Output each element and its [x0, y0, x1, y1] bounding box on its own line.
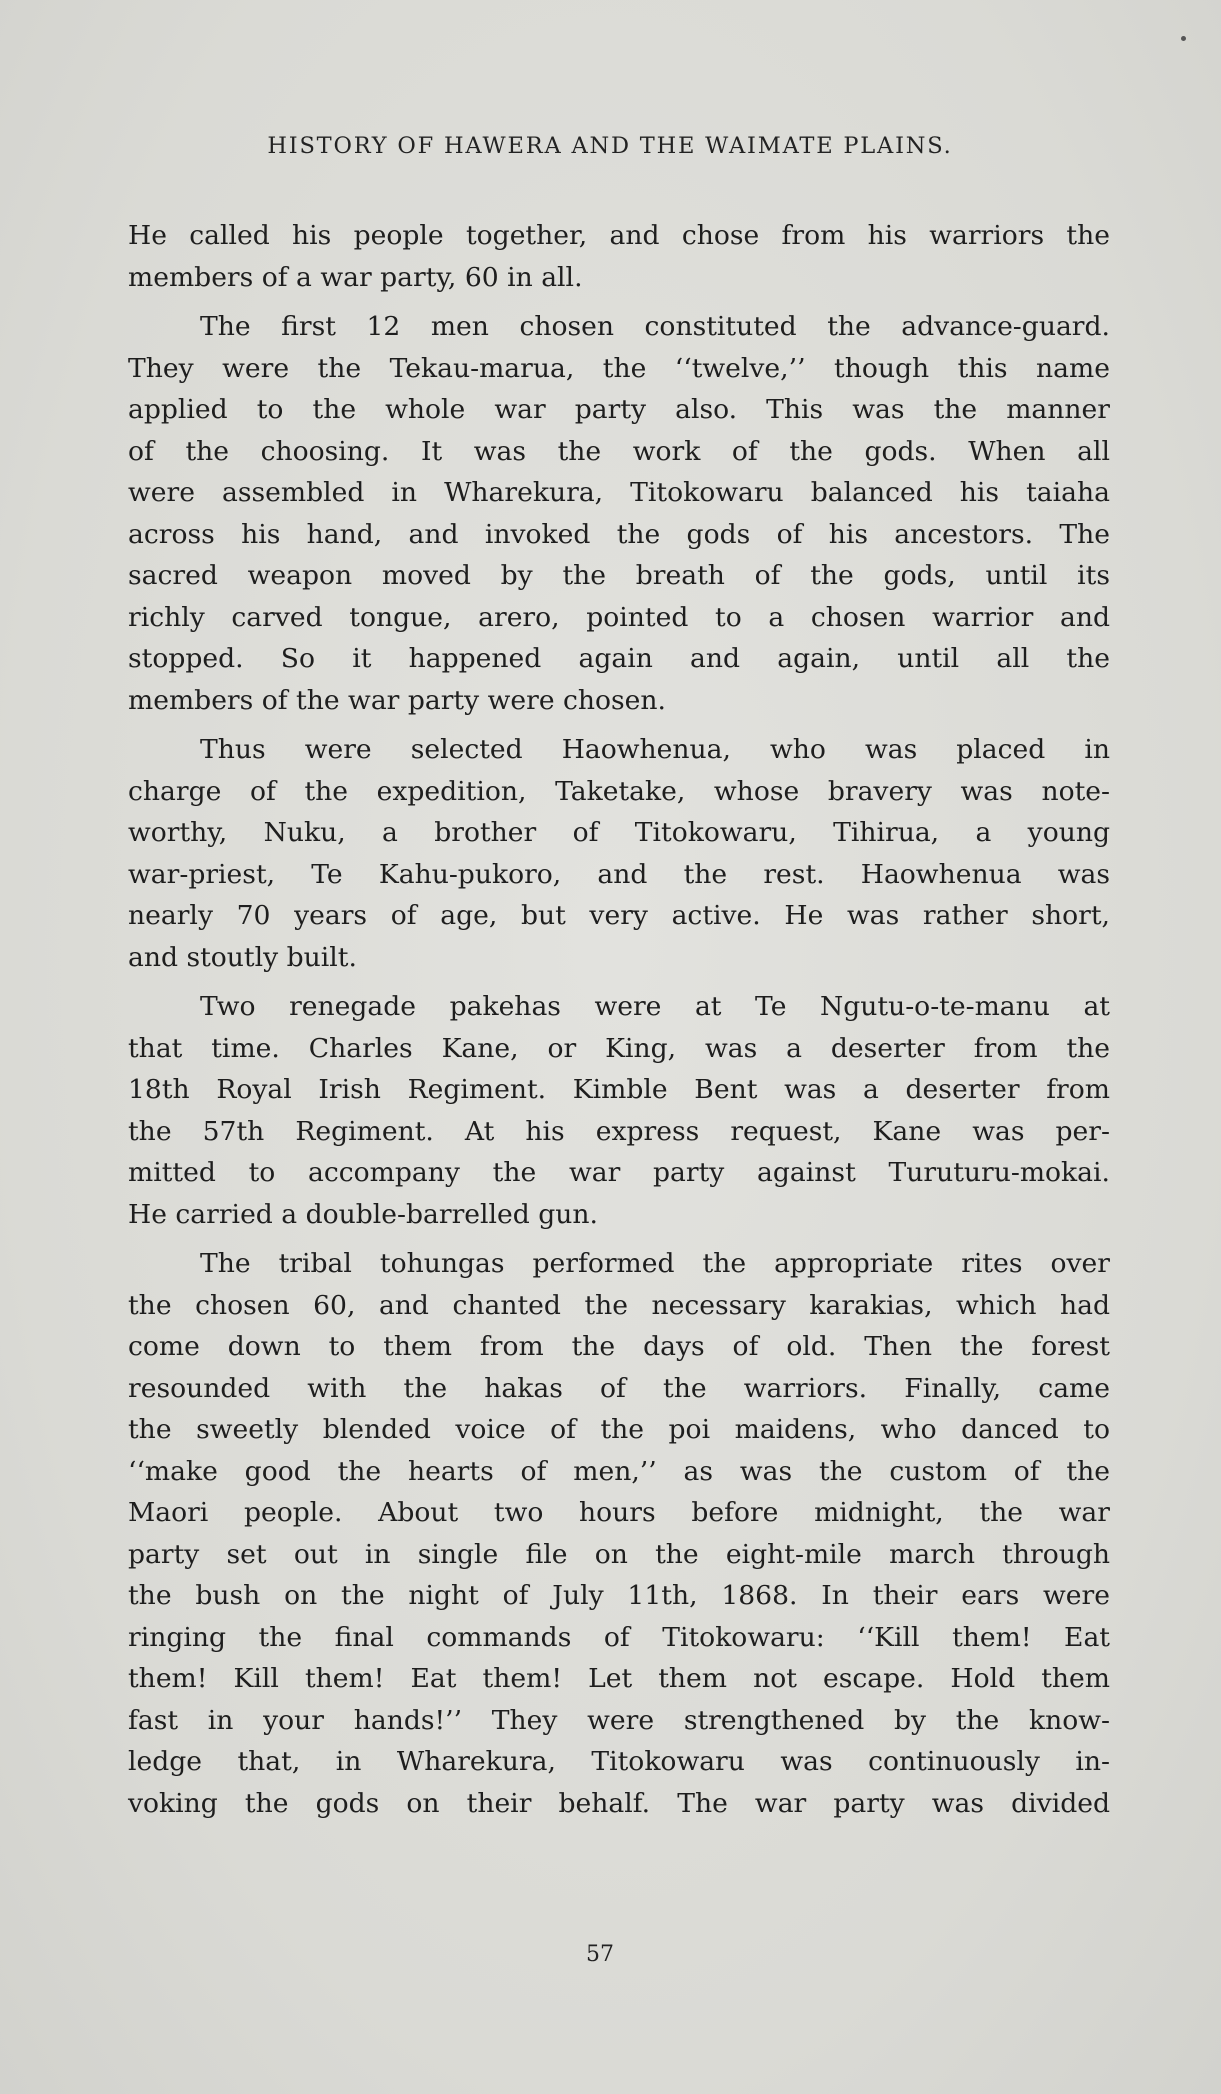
paragraph-4 [128, 986, 1110, 1235]
text-line: ledge that, in Wharekura, Titokowaru was continuously in- [128, 1746, 1110, 1777]
text-line: Maori people. About two hours before midnight, the war [128, 1497, 1110, 1528]
text-line: of the choosing. It was the work of the gods. When all [128, 435, 1110, 467]
text-line: ringing the final commands of Titokowaru: ‘‘Kill them! Eat [128, 1621, 1110, 1653]
text-line: come down to them from the days of old. Then the forest [128, 1331, 1110, 1362]
text-line: party set out in single file on the eight-mile march through [128, 1538, 1110, 1570]
paragraph-1 [128, 215, 1110, 298]
text-line: He carried a double-barrelled gun. [128, 1198, 599, 1230]
text-line: He called his people together, and chose from his warriors the [128, 220, 1110, 251]
text-line: them! Kill them! Eat them! Let them not escape. Hold them [128, 1663, 1110, 1694]
text-line: the chosen 60, and chanted the necessary karakias, which had [128, 1289, 1110, 1321]
text-line: ‘‘make good the hearts of men,’’ as was the custom of the [128, 1455, 1110, 1487]
text-line: richly carved tongue, arero, pointed to a chosen warrior and [128, 601, 1110, 633]
text-line: Thus were selected Haowhenua, who was placed in [200, 734, 1110, 765]
text-line: mitted to accompany the war party against Turuturu-mokai. [128, 1157, 1110, 1188]
text-line: sacred weapon moved by the breath of the gods, until its [128, 560, 1110, 591]
text-line: worthy, Nuku, a brother of Titokowaru, Tihirua, a young [128, 817, 1110, 848]
paragraph-5 [128, 1243, 1110, 1824]
paragraph-2 [128, 306, 1110, 721]
text-line: members of a war party, 60 in all. [128, 261, 583, 293]
text-line: charge of the expedition, Taketake, whose bravery was note- [128, 775, 1110, 807]
text-line: fast in your hands!’’ They were strengthened by the know- [128, 1704, 1110, 1736]
text-line: the bush on the night of July 11th, 1868. In their ears were [128, 1580, 1110, 1611]
text-line: were assembled in Wharekura, Titokowaru balanced his taiaha [128, 477, 1110, 508]
text-line: the sweetly blended voice of the poi maidens, who danced to [128, 1414, 1110, 1445]
text-line: and stoutly built. [128, 941, 357, 973]
paragraph-3 [128, 729, 1110, 978]
text-line: The first 12 men chosen constituted the advance-guard. [200, 311, 1110, 342]
text-line: Two renegade pakehas were at Te Ngutu-o-te-manu at [200, 991, 1110, 1022]
body-text [128, 215, 1110, 1832]
text-line: across his hand, and invoked the gods of his ancestors. The [128, 518, 1110, 550]
text-line: applied to the whole war party also. This was the manner [128, 394, 1110, 425]
text-line: that time. Charles Kane, or King, was a deserter from the [128, 1032, 1110, 1064]
text-line: the 57th Regiment. At his express request, Kane was per- [128, 1115, 1110, 1147]
text-line: 18th Royal Irish Regiment. Kimble Bent was a deserter from [128, 1074, 1110, 1105]
running-head: HISTORY OF HAWERA AND THE WAIMATE PLAINS. [267, 133, 953, 159]
text-line: They were the Tekau-marua, the ‘‘twelve,’’ though this name [128, 352, 1110, 384]
text-line: stopped. So it happened again and again, until all the [128, 643, 1110, 674]
text-line: nearly 70 years of age, but very active. He was rather short, [128, 900, 1110, 931]
paper-speck [1181, 36, 1186, 41]
text-line: members of the war party were chosen. [128, 684, 667, 716]
text-line: voking the gods on their behalf. The war party was divided [128, 1787, 1110, 1819]
text-line: The tribal tohungas performed the appropriate rites over [200, 1248, 1110, 1279]
page-number: 57 [586, 1942, 614, 1967]
text-line: war-priest, Te Kahu-pukoro, and the rest. Haowhenua was [128, 858, 1110, 890]
text-line: resounded with the hakas of the warriors. Finally, came [128, 1372, 1110, 1404]
